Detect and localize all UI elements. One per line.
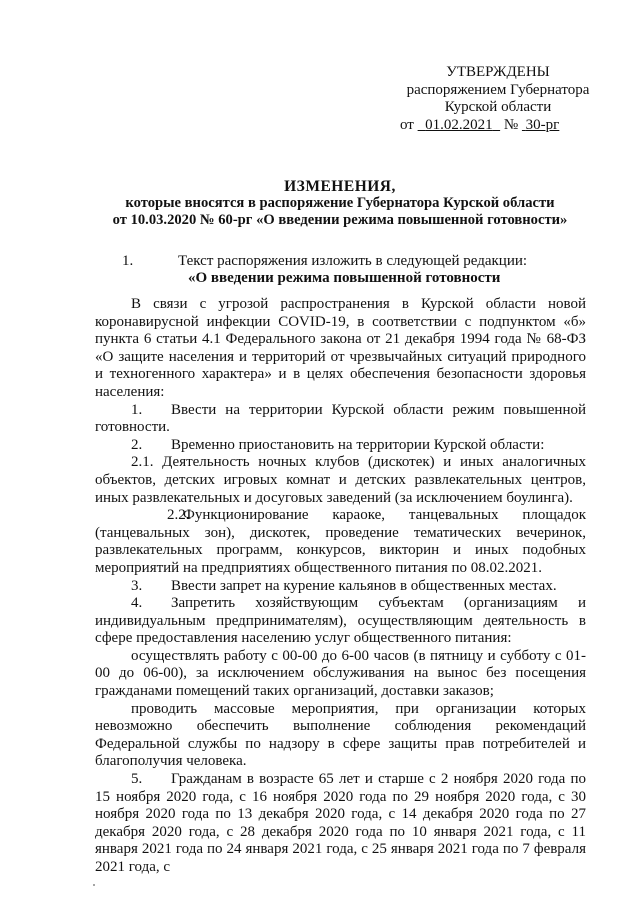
approval-line-2: распоряжением Губернатора <box>406 81 590 98</box>
paragraph-4: 4. Запретить хозяйствующим субъектам (организациям и индивидуальным предпринимателям), осуществляющим деятельность в сфере предоставления населению услуг общественного питания: <box>95 595 586 647</box>
preamble: В связи с угрозой распространения в Курской области новой коронавирусной инфекции COVID-19, в соответствии с подпунктом «б» пункта 6 статьи 4.1 Федерального закона от 21 декабря 1994 года № 68-ФЗ «О защите населения и территорий от чрезвычайных ситуаций природного и техногенного характера» и в целях обеспечения безопасности здоровья населения: <box>95 296 586 400</box>
document-body <box>95 296 586 877</box>
paragraph-1: 1. Ввести на территории Курской области режим повышенной готовности. <box>95 401 586 436</box>
paragraph-4-a: осуществлять работу с 00-00 до 6-00 часов (в пятницу и субботу с 01-00 до 06-00), за исключением обслуживания на вынос без посещения гражданами помещений таких организаций, доставки заказов; <box>95 647 586 700</box>
approval-date: 01.02.2021 <box>425 116 493 133</box>
item-1-subtitle: «О введении режима повышенной готовности <box>188 270 501 286</box>
document-title <box>90 178 590 229</box>
paragraph-5: 5. Гражданам в возрасте 65 лет и старше с 2 ноября 2020 года по 15 ноября 2020 года, с 16 ноября 2020 года по 29 ноября 2020 года, с 30 ноября 2020 года по 13 декабря 2020 года, с 14 декабря 2020 года по 27 декабря 2020 года, с 28 декабря 2020 года по 10 января 2021 года, с 11 января 2021 года по 24 января 2021 года, с 25 января 2021 года по 7 февраля 2021 года, с <box>95 771 586 875</box>
paragraph-4-b: проводить массовые мероприятия, при организации которых невозможно обеспечить выполнение соблюдения рекомендаций Федеральной службы по надзору в сфере защиты прав потребителей и благополучия человека. <box>95 700 586 770</box>
title-line-2: которые вносятся в распоряжение Губернатора Курской области <box>125 195 555 211</box>
paragraph-2: 2. Временно приостановить на территории Курской области: <box>131 436 545 453</box>
approval-line-3: Курской области <box>444 99 552 115</box>
approval-number: 30-рг <box>525 116 560 133</box>
date-prefix: от <box>400 116 414 133</box>
paragraph-3: 3. Ввести запрет на курение кальянов в общественных местах. <box>131 577 557 594</box>
paragraph-2-2: 2.2.Функционирование караоке, танцевальных площадок (танцевальных зон), дискотек, проведение тематических вечеринок, развлекательных программ, конкурсов, викторин и иных подобных мероприятий на предприятиях общественного питания по 08.02.2021. <box>95 507 586 576</box>
approval-line-1: УТВЕРЖДЕНЫ <box>446 64 550 80</box>
approval-date-line <box>400 117 598 135</box>
approval-stamp <box>398 64 598 134</box>
title-line-3: от 10.03.2020 № 60-рг «О введении режима повышенной готовности» <box>112 212 568 228</box>
item-1-number: 1. <box>122 253 134 269</box>
scan-speck <box>93 884 95 886</box>
paragraph-2-1: 2.1. Деятельность ночных клубов (дискотек) и иных аналогичных объектов, детских игровых комнат и детских развлекательных центров, иных развлекательных и досуговых заведений (за исключением боулинга). <box>95 454 586 506</box>
item-1-text: Текст распоряжения изложить в следующей редакции: <box>178 253 528 269</box>
title-main: ИЗМЕНЕНИЯ, <box>284 178 396 195</box>
number-prefix: № <box>503 116 519 133</box>
